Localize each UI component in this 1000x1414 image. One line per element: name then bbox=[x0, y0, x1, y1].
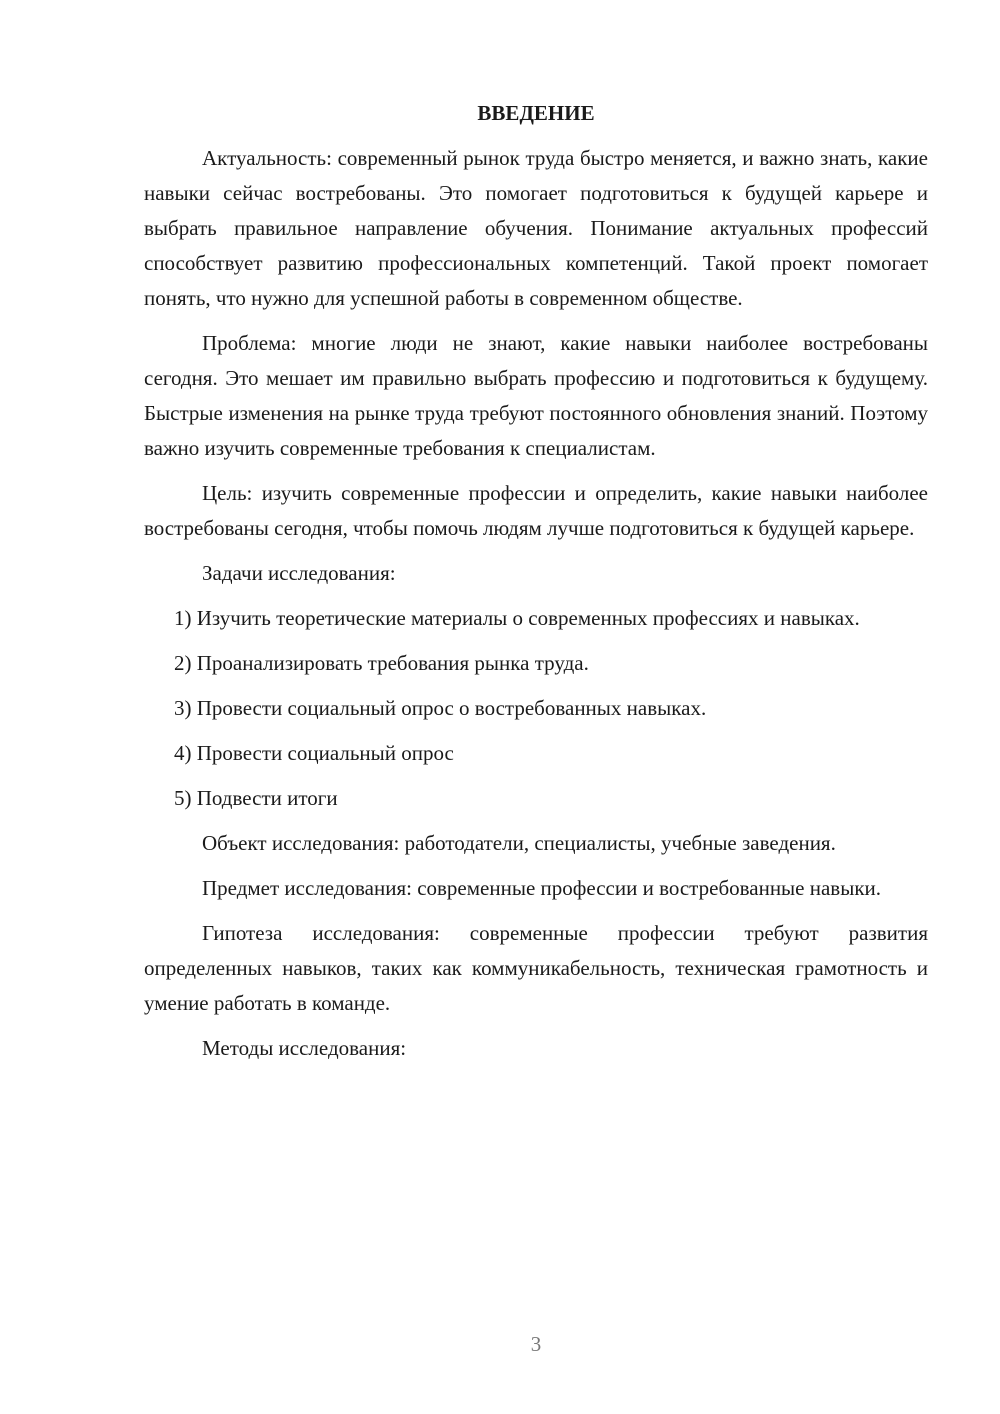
task-item-4: 4) Провести социальный опрос bbox=[174, 741, 454, 765]
paragraph-relevance: Актуальность: современный рынок труда быстро меняется, и важно знать, какие навыки сейчас востребованы. Это помогает подготовиться к будущей карьере и выбрать правильное направление обучения. Понимание актуальных профессий способствует развитию профессиональных компетенций. Такой проект помогает понять, что нужно для успешной работы в современном обществе. bbox=[144, 146, 928, 310]
task-item-1: 1) Изучить теоретические материалы о современных профессиях и навыках. bbox=[174, 606, 860, 630]
methods-heading: Методы исследования: bbox=[202, 1036, 407, 1060]
paragraph-object: Объект исследования: работодатели, специалисты, учебные заведения. bbox=[202, 831, 836, 855]
paragraph-hypothesis: Гипотеза исследования: современные профессии требуют развития определенных навыков, таких как коммуникабельность, техническая грамотность и умение работать в команде. bbox=[144, 921, 928, 1015]
page-number: 3 bbox=[530, 1332, 542, 1356]
paragraph-problem: Проблема: многие люди не знают, какие навыки наиболее востребованы сегодня. Это мешает им правильно выбрать профессию и подготовиться к будущему. Быстрые изменения на рынке труда требуют постоянного обновления знаний. Поэтому важно изучить современные требования к специалистам. bbox=[144, 331, 928, 460]
task-item-3: 3) Провести социальный опрос о востребованных навыках. bbox=[174, 696, 707, 720]
paragraph-goal: Цель: изучить современные профессии и определить, какие навыки наиболее востребованы сегодня, чтобы помочь людям лучше подготовиться к будущей карьере. bbox=[144, 481, 928, 540]
section-title: ВВЕДЕНИЕ bbox=[477, 101, 595, 125]
paragraph-subject: Предмет исследования: современные профессии и востребованные навыки. bbox=[202, 876, 882, 900]
tasks-heading: Задачи исследования: bbox=[202, 561, 396, 585]
task-item-2: 2) Проанализировать требования рынка труда. bbox=[174, 651, 589, 675]
task-item-5: 5) Подвести итоги bbox=[174, 786, 338, 810]
document-page bbox=[144, 96, 928, 1076]
